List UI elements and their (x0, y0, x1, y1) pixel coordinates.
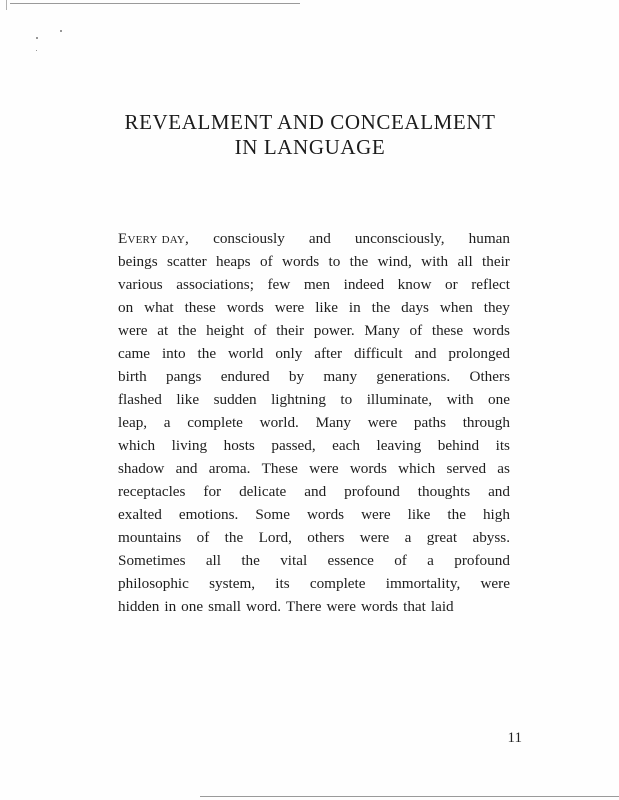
word: or (444, 276, 458, 293)
word: were (309, 460, 339, 477)
word: on (118, 299, 134, 316)
word: into (161, 345, 186, 362)
word: in (164, 598, 177, 615)
word: profound (344, 483, 400, 500)
word: to (328, 253, 341, 270)
word: were (367, 414, 398, 431)
word: Sometimes (118, 552, 186, 569)
word: emotions. (178, 506, 239, 523)
word: what (144, 299, 174, 316)
word: words (281, 253, 320, 270)
word: of (259, 253, 273, 270)
body-line (118, 273, 510, 296)
scan-speck (36, 37, 38, 39)
word: of (409, 322, 423, 339)
word: all (205, 552, 221, 569)
word: world (227, 345, 264, 362)
word: leaving (376, 437, 422, 454)
word: exalted (118, 506, 162, 523)
word: as (497, 460, 510, 477)
word: Some (255, 506, 290, 523)
word: only (275, 345, 303, 362)
word: These (261, 460, 298, 477)
word: various (118, 276, 163, 293)
word: hosts (223, 437, 255, 454)
scan-speck (60, 30, 62, 32)
scan-edge-bottom (200, 796, 619, 797)
body-line (118, 342, 510, 365)
word: Many (364, 322, 400, 339)
word: the (241, 552, 260, 569)
word: words (360, 598, 399, 615)
word: delicate (239, 483, 287, 500)
word: pangs (165, 368, 202, 385)
word: behind (437, 437, 480, 454)
word: a (427, 552, 434, 569)
word: philosophic (118, 575, 189, 592)
word: birth (118, 368, 147, 385)
chapter-title-line-1: REVEALMENT AND CONCEALMENT (124, 110, 496, 134)
word: came (118, 345, 151, 362)
word: the (349, 253, 369, 270)
body-line (118, 503, 510, 526)
word: few (267, 276, 291, 293)
word: essence (327, 552, 374, 569)
word: illuminate, (366, 391, 433, 408)
word: wind, (377, 253, 412, 270)
word: that (403, 598, 426, 615)
word: like (176, 391, 200, 408)
word: with (446, 391, 474, 408)
word: generations. (376, 368, 451, 385)
word: which (118, 437, 156, 454)
body-line (118, 595, 510, 618)
word: Others (469, 368, 510, 385)
word: and (308, 230, 331, 247)
word: hidden (118, 598, 160, 615)
body-line (118, 296, 510, 319)
body-line (118, 572, 510, 595)
word: like (315, 299, 338, 316)
word: thoughts (417, 483, 471, 500)
word: passed, (271, 437, 316, 454)
body-line (118, 388, 510, 411)
word: associations; (176, 276, 254, 293)
word: to (340, 391, 353, 408)
body-line (118, 319, 510, 342)
word: power. (313, 322, 355, 339)
word: by (288, 368, 305, 385)
word: Lord, (258, 529, 292, 546)
word: were (361, 506, 391, 523)
word: indeed (343, 276, 385, 293)
word: served (446, 460, 487, 477)
word: flashed (118, 391, 162, 408)
word: which (398, 460, 436, 477)
word: through (462, 414, 510, 431)
word: of (394, 552, 407, 569)
word: endured (220, 368, 270, 385)
word: prolonged (448, 345, 510, 362)
word: words (306, 506, 345, 523)
word: the (447, 506, 466, 523)
word: their (276, 322, 305, 339)
word: one (181, 598, 204, 615)
word: unconsciously, (354, 230, 445, 247)
word: and (175, 460, 198, 477)
word: living (171, 437, 208, 454)
word: Many (315, 414, 351, 431)
word: with (421, 253, 449, 270)
page-number: 11 (507, 730, 522, 746)
word: small (208, 598, 242, 615)
word: were (326, 598, 356, 615)
word: receptacles (118, 483, 186, 500)
word: heaps (216, 253, 251, 270)
word: were (480, 575, 510, 592)
word: one (488, 391, 510, 408)
word: of (196, 529, 210, 546)
chapter-title-line-2: IN LANGUAGE (234, 135, 386, 159)
word: these (431, 322, 464, 339)
word: abyss. (472, 529, 510, 546)
word: aroma. (208, 460, 251, 477)
word: at (157, 322, 169, 339)
word: There (286, 598, 322, 615)
word: were (274, 299, 305, 316)
word: great (426, 529, 458, 546)
word: of (253, 322, 267, 339)
word: vital (280, 552, 308, 569)
word: human (468, 230, 510, 247)
word: when (439, 299, 473, 316)
word: reflect (471, 276, 510, 293)
word: the (371, 299, 391, 316)
body-line (118, 250, 510, 273)
word: the (197, 345, 217, 362)
opening-small-caps: Every day, (118, 230, 190, 247)
word: difficult (353, 345, 403, 362)
body-line (118, 434, 510, 457)
word: like (407, 506, 431, 523)
word: world. (259, 414, 299, 431)
word: complete (309, 575, 366, 592)
word: words (472, 322, 510, 339)
word: lightning (271, 391, 326, 408)
word: words (226, 299, 264, 316)
word: shadow (118, 460, 165, 477)
scan-edge-left (6, 0, 7, 10)
body-line (118, 480, 510, 503)
word: after (314, 345, 343, 362)
word: know (397, 276, 432, 293)
body-line (118, 457, 510, 480)
word: in (348, 299, 361, 316)
word: immortality, (385, 575, 461, 592)
word: all (457, 253, 473, 270)
body-line (118, 411, 510, 434)
word: others (307, 529, 345, 546)
word: word. (246, 598, 282, 615)
word: high (482, 506, 510, 523)
word: a (163, 414, 171, 431)
body-line (118, 227, 510, 250)
word: each (332, 437, 360, 454)
word: days (401, 299, 429, 316)
word: for (203, 483, 222, 500)
body-paragraph (118, 227, 510, 618)
scan-edge-top (10, 3, 300, 4)
word: words (349, 460, 387, 477)
word: the (224, 529, 244, 546)
word: system, (209, 575, 256, 592)
body-line (118, 526, 510, 549)
word: laid (430, 598, 454, 615)
word: men (303, 276, 331, 293)
word: they (483, 299, 510, 316)
body-line (118, 549, 510, 572)
scan-speck (36, 50, 37, 51)
word: were (118, 322, 148, 339)
word: were (359, 529, 390, 546)
word: and (414, 345, 437, 362)
word: sudden (213, 391, 257, 408)
chapter-title (100, 110, 520, 160)
word: its (495, 437, 510, 454)
body-line (118, 365, 510, 388)
word: a (404, 529, 412, 546)
word: paths (413, 414, 446, 431)
word: beings (118, 253, 158, 270)
word: leap, (118, 414, 148, 431)
word: consciously (213, 230, 285, 247)
word: scatter (167, 253, 207, 270)
word: these (184, 299, 216, 316)
word: its (275, 575, 290, 592)
word: complete (187, 414, 243, 431)
word: height (206, 322, 245, 339)
word: their (482, 253, 510, 270)
word: and (488, 483, 510, 500)
word: profound (454, 552, 510, 569)
word: and (304, 483, 327, 500)
word: many (323, 368, 358, 385)
word: the (177, 322, 197, 339)
word: mountains (118, 529, 182, 546)
